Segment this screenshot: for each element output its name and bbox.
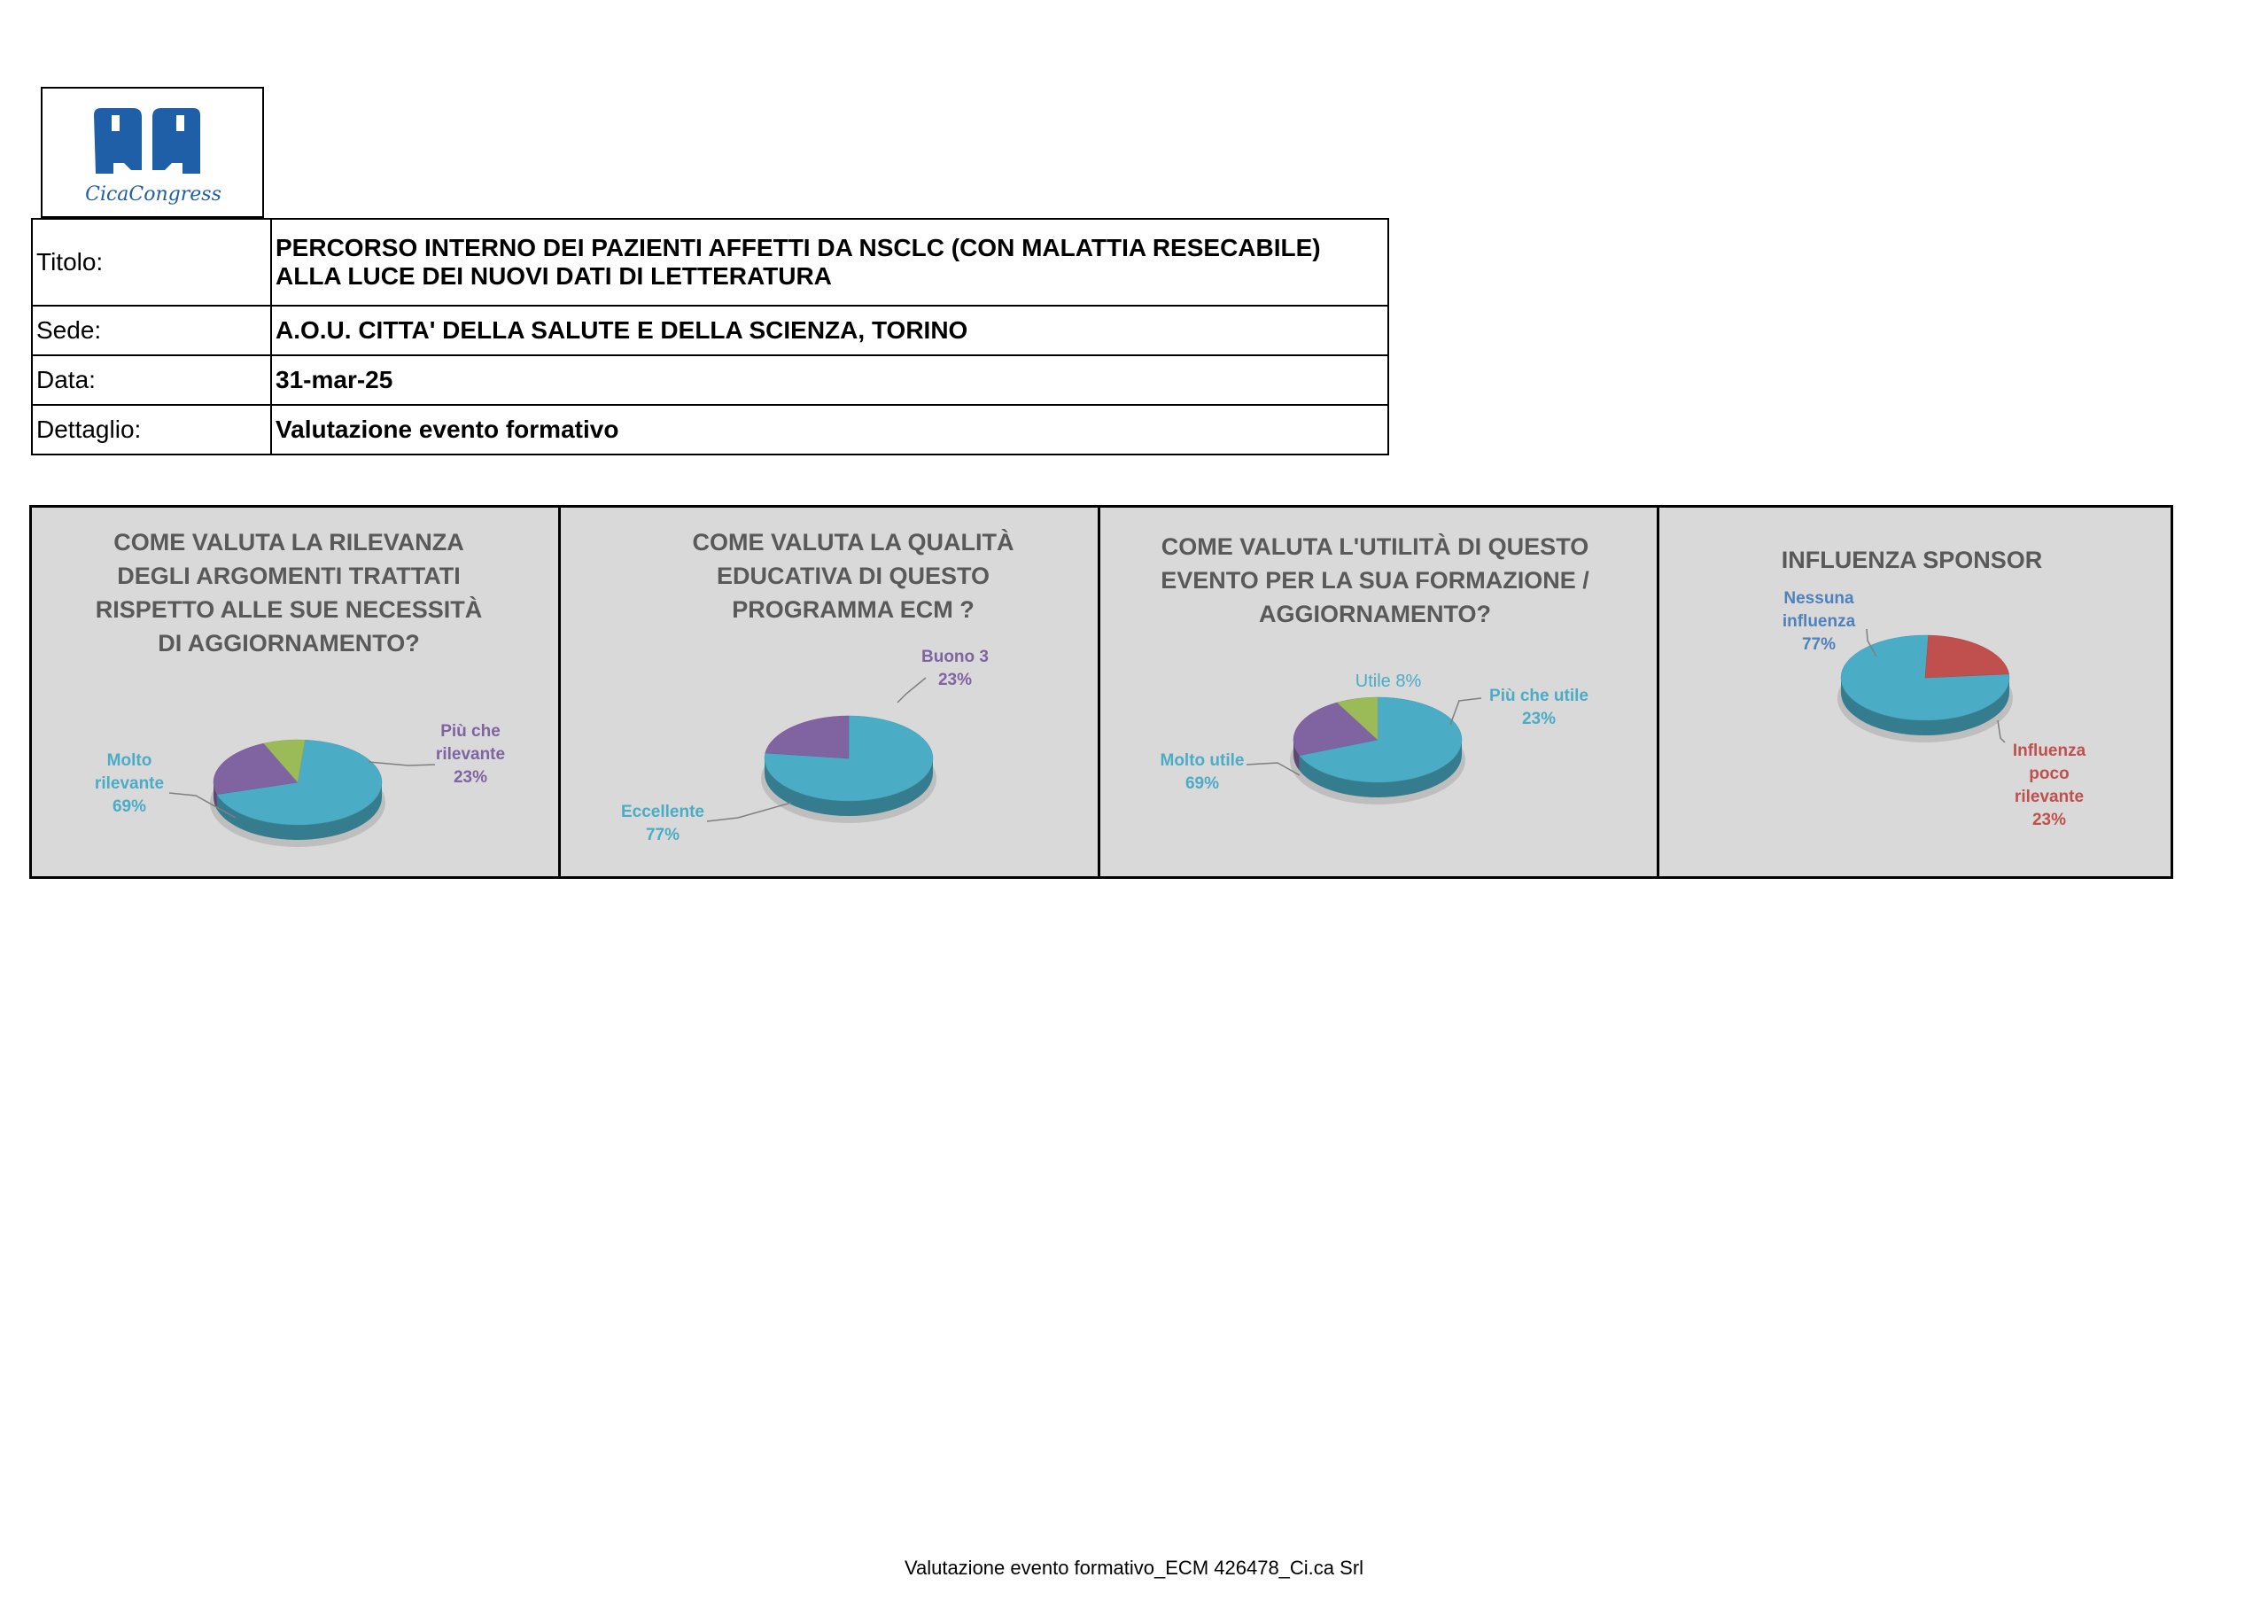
info-value: Valutazione evento formativo bbox=[271, 405, 1388, 455]
event-info-table bbox=[31, 218, 1389, 455]
info-value: PERCORSO INTERNO DEI PAZIENTI AFFETTI DA NSCLC (CON MALATTIA RESECABILE) ALLA LUCE DEI NUOVI DATI DI LETTERATURA bbox=[271, 219, 1388, 306]
chart-title: INFLUENZA SPONSOR bbox=[1781, 547, 2043, 573]
chart-panel-sponsor bbox=[1659, 508, 2171, 876]
info-row-data bbox=[32, 355, 1388, 405]
info-row-titolo bbox=[32, 219, 1388, 306]
chart-title: COME VALUTA LA QUALITÀ EDUCATIVA DI QUESTO PROGRAMMA ECM ? bbox=[692, 529, 1014, 623]
charts-strip bbox=[29, 505, 2173, 879]
slice-label: Buono 3 23% bbox=[921, 648, 989, 689]
info-value: A.O.U. CITTA' DELLA SALUTE E DELLA SCIENZA, TORINO bbox=[271, 306, 1388, 355]
slice-label: Eccellente 77% bbox=[621, 803, 704, 844]
pie-chart-rilevanza bbox=[32, 508, 561, 876]
slice-label: Molto utile 69% bbox=[1160, 751, 1245, 793]
page-footer: Valutazione evento formativo_ECM 426478_Ci.ca Srl bbox=[904, 1557, 1364, 1579]
slice-label: Influenza poco rilevante 23% bbox=[2012, 742, 2086, 829]
pie-slice bbox=[1925, 635, 2009, 678]
slice-label: Più che rilevante 23% bbox=[435, 722, 506, 787]
info-row-dettaglio bbox=[32, 405, 1388, 455]
info-label: Data: bbox=[32, 355, 271, 405]
slice-label: Nessuna influenza 77% bbox=[1782, 589, 1856, 654]
chart-title: COME VALUTA L'UTILITÀ DI QUESTO EVENTO PER LA SUA FORMAZIONE / AGGIORNAMENTO? bbox=[1161, 533, 1589, 627]
logo-text: CicaCongress bbox=[85, 183, 221, 206]
slice-label: Molto rilevante 69% bbox=[94, 751, 165, 816]
info-label: Sede: bbox=[32, 306, 271, 355]
pie-slice bbox=[765, 716, 849, 758]
cicacongress-logo-icon bbox=[60, 96, 246, 213]
chart-panel-qualita bbox=[561, 508, 1100, 876]
info-value: 31-mar-25 bbox=[271, 355, 1388, 405]
info-row-sede bbox=[32, 306, 1388, 355]
slice-label: Più che utile 23% bbox=[1489, 687, 1588, 728]
chart-panel-rilevanza bbox=[32, 508, 561, 876]
info-label: Titolo: bbox=[32, 219, 271, 306]
chart-title: COME VALUTA LA RILEVANZA DEGLI ARGOMENTI TRATTATI RISPETTO ALLE SUE NECESSITÀ DI AGGIORNAMENTO? bbox=[95, 529, 483, 657]
logo bbox=[41, 87, 264, 218]
slice-label: Utile 8% bbox=[1355, 672, 1422, 691]
info-label: Dettaglio: bbox=[32, 405, 271, 455]
chart-panel-utilita bbox=[1100, 508, 1659, 876]
